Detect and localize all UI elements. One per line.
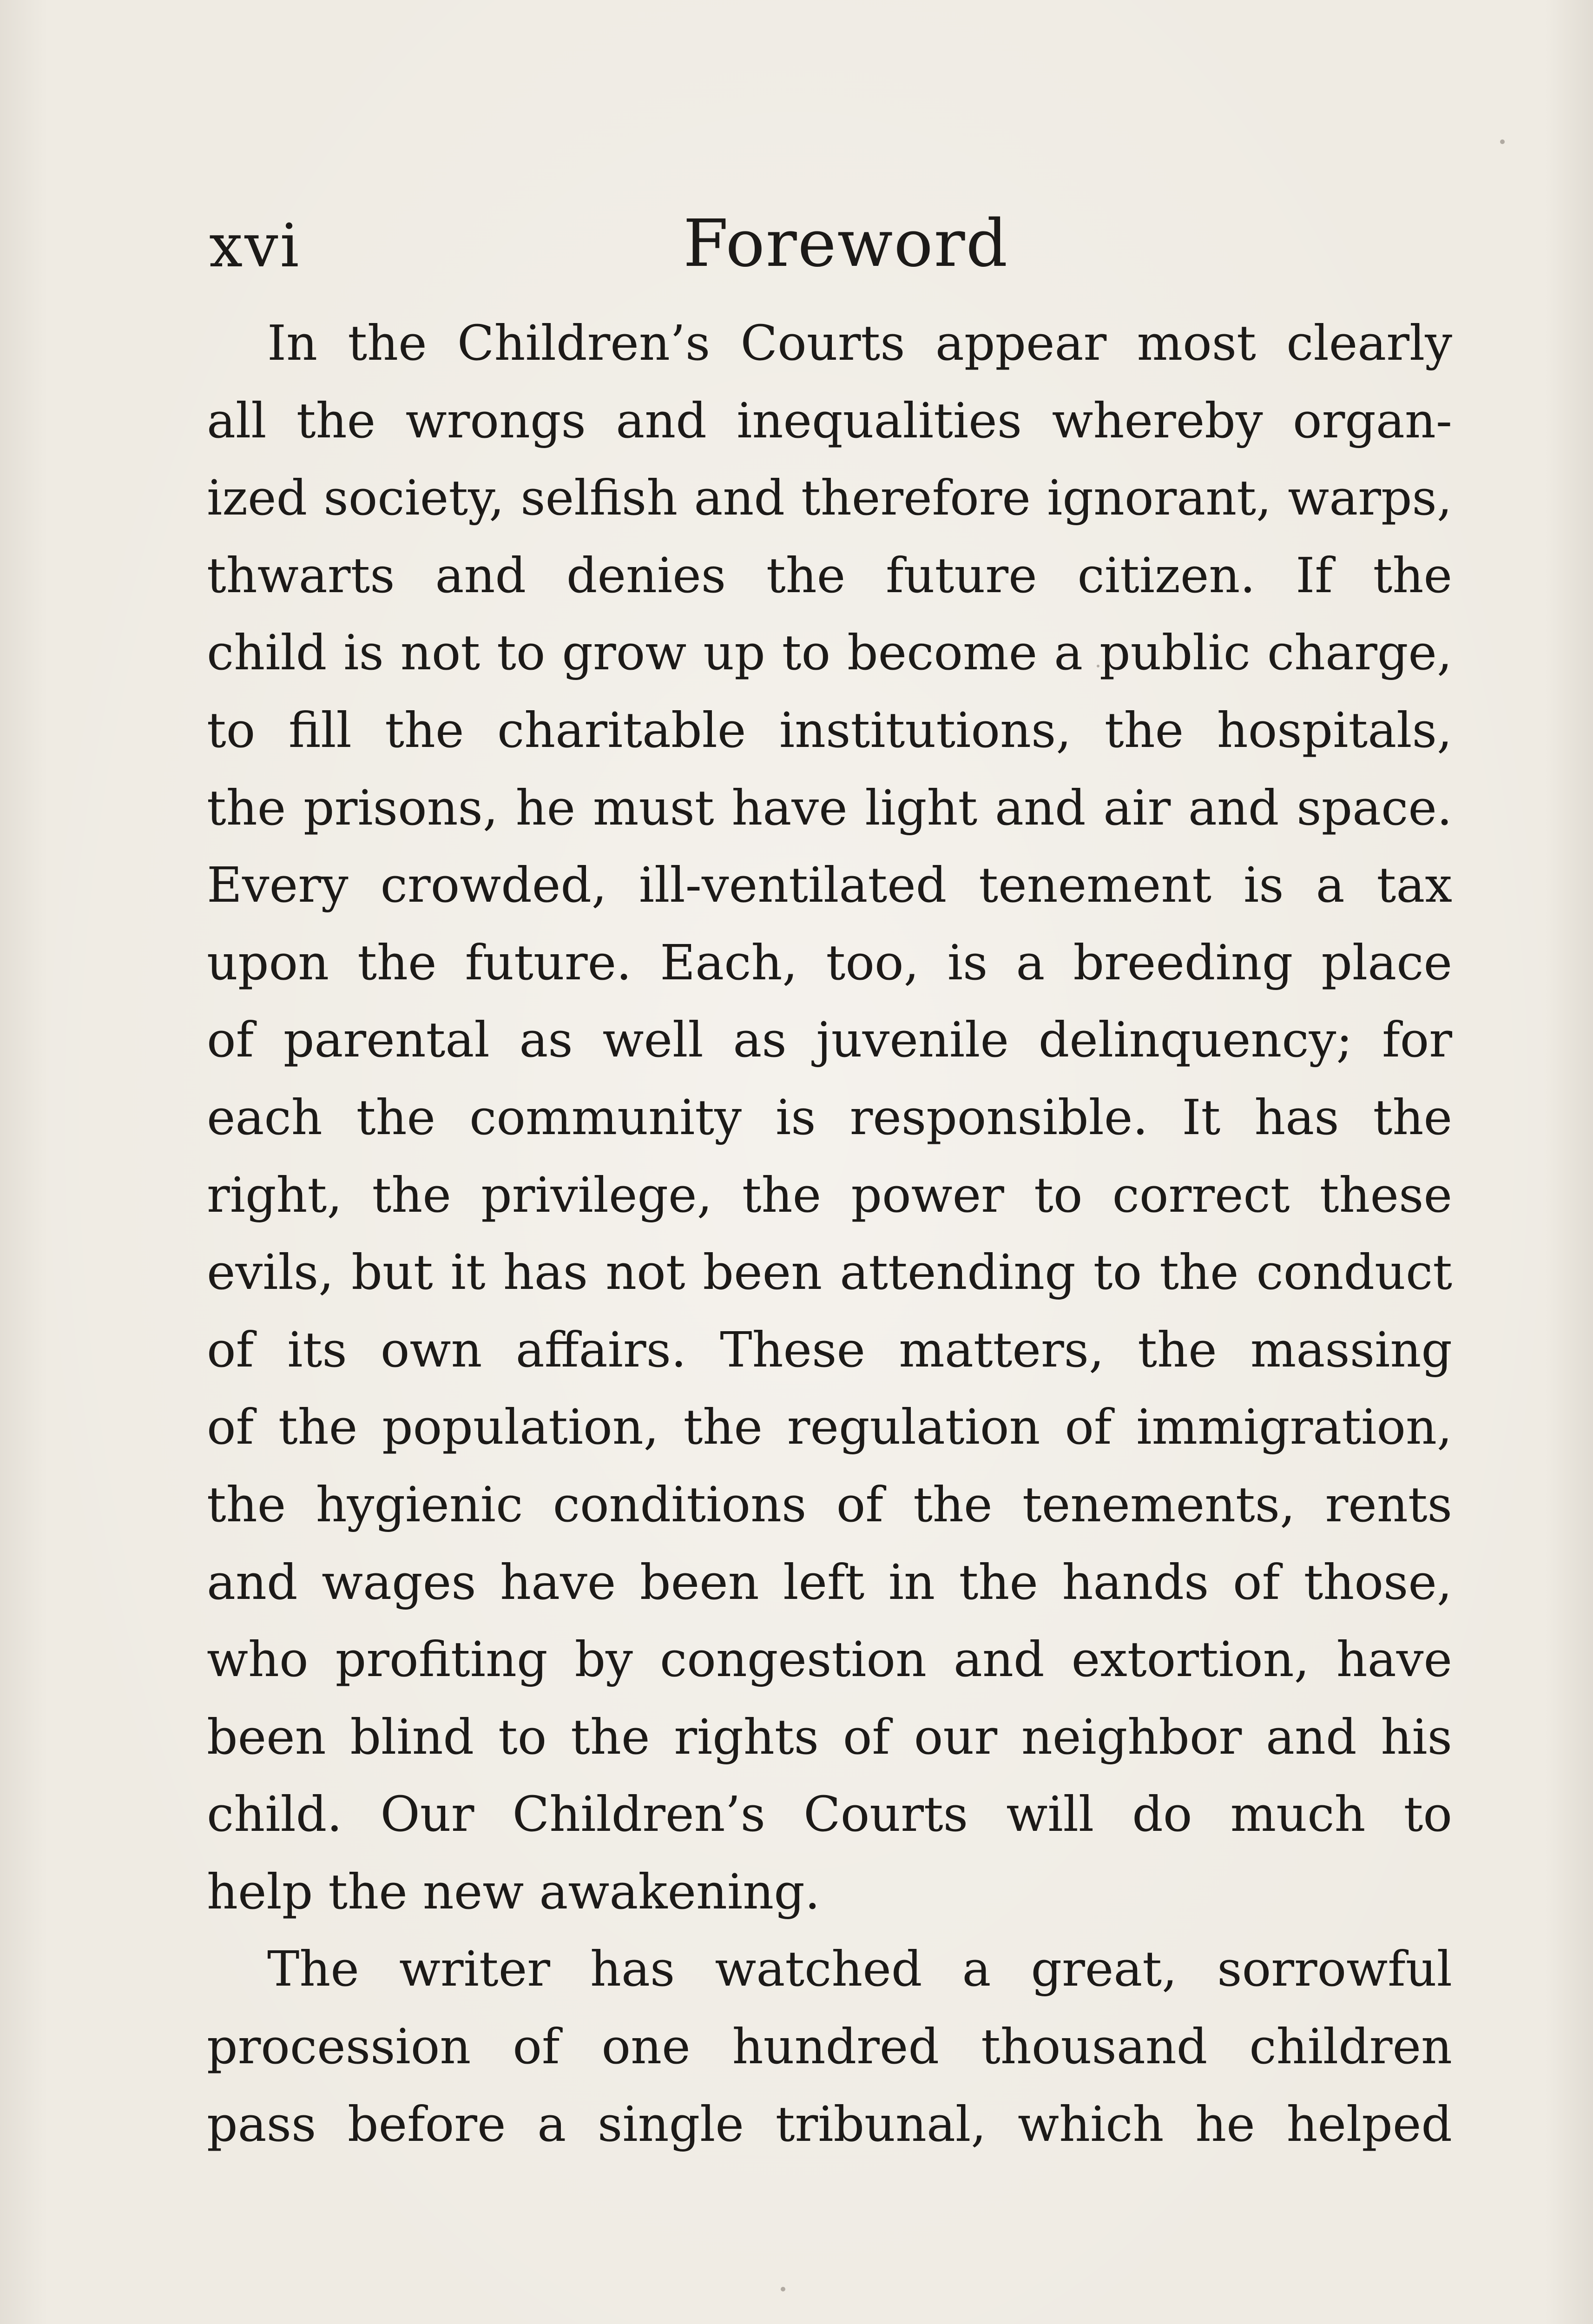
text-line: ized society, selfish and therefore ignorant, warps, bbox=[207, 469, 1452, 527]
text-line: procession of one hundred thousand children bbox=[207, 2018, 1452, 2075]
text-line: thwarts and denies the future citizen. If the bbox=[207, 547, 1452, 604]
text-line: and wages have been left in the hands of those, bbox=[207, 1553, 1452, 1611]
text-line: all the wrongs and inequalities whereby organ- bbox=[207, 392, 1452, 449]
text-line: help the new awakening. bbox=[207, 1863, 820, 1920]
body-text bbox=[207, 304, 1452, 2163]
paper-speck bbox=[1097, 665, 1099, 667]
text-line: evils, but it has not been attending to the conduct bbox=[207, 1244, 1452, 1301]
text-line: to fill the charitable institutions, the hospitals, bbox=[207, 701, 1452, 759]
text-line: In the Children’s Courts appear most clearly bbox=[267, 315, 1452, 371]
text-line: the hygienic conditions of the tenements, rents bbox=[207, 1476, 1452, 1533]
running-title: Foreword bbox=[683, 206, 1009, 282]
running-head bbox=[209, 191, 1450, 293]
text-line: who profiting by congestion and extortion, have bbox=[207, 1631, 1452, 1688]
paper-speck bbox=[781, 2287, 785, 2291]
text-line: the prisons, he must have light and air and space. bbox=[207, 779, 1452, 836]
text-line: upon the future. Each, too, is a breeding place bbox=[207, 934, 1452, 991]
text-line: pass before a single tribunal, which he helped bbox=[207, 2095, 1452, 2152]
text-line: of the population, the regulation of immigration, bbox=[207, 1399, 1452, 1456]
text-line: of its own affairs. These matters, the massing bbox=[207, 1321, 1452, 1378]
text-line: Every crowded, ill-ventilated tenement is a tax bbox=[207, 857, 1452, 914]
text-line: of parental as well as juvenile delinquency; for bbox=[207, 1011, 1452, 1069]
text-line: child. Our Children’s Courts will do much to bbox=[207, 1786, 1452, 1843]
page-number: xvi bbox=[209, 211, 301, 281]
text-line: right, the privilege, the power to correct these bbox=[207, 1166, 1452, 1223]
text-line: child is not to grow up to become a public charge, bbox=[207, 624, 1452, 681]
text-line: each the community is responsible. It has the bbox=[207, 1089, 1452, 1146]
text-line: The writer has watched a great, sorrowful bbox=[267, 1941, 1452, 1998]
paper-speck bbox=[1500, 139, 1505, 144]
text-line: been blind to the rights of our neighbor and his bbox=[207, 1708, 1452, 1765]
